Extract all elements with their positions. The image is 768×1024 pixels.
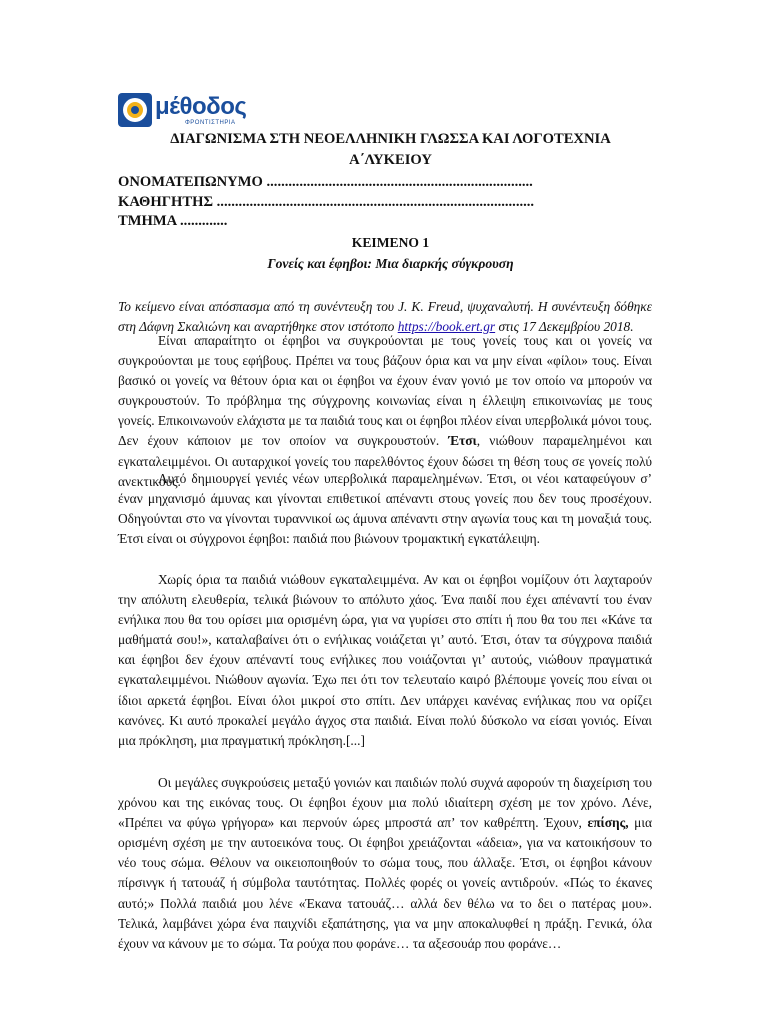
paragraph-4-bold: επίσης,	[587, 815, 629, 831]
source-link[interactable]: https://book.ert.gr	[397, 318, 496, 334]
teacher-field: ΚΑΘΗΓΗΤΗΣ .......................................................................................	[118, 194, 535, 210]
intro-text-after: στις 17 Δεκεμβρίου 2018.	[495, 318, 634, 334]
paragraph-4	[118, 773, 652, 954]
paragraph-4-part-a: Οι μεγάλες συγκρούσεις μεταξύ γονιών και παιδιών πολύ συχνά αφορούν τη διαχείριση του χρόνου και της εικόνας τους. Οι έφηβοι έχουν μια πολύ ιδιαίτερη σχέση με τον χρόνο. Λένε, «Πρέπει να φύγω γρήγορα» και περνούν ώρες μπροστά απ’ τον καθρέπτη. Έχουν,	[118, 775, 652, 831]
text-heading: ΚΕΙΜΕΝΟ 1	[351, 235, 430, 250]
paragraph-1-part-a: Είναι απαραίτητο οι έφηβοι να συγκρούονται με τους γονείς τους και οι γονείς να συγκρούονται με τους εφήβους. Πρέπει να τους βάζουν όρια και να μην είναι «φίλοι» τους. Είναι βασικό οι γονείς να θέτουν όρια και οι έφηβοι να έχουν έναν γονιό με τον οποίο να μπορούν να συγκρουστούν. Το πρόβλημα της σύγχρονης κοινωνίας είναι η έλλειψη επικοινωνίας με τους γονείς. Επικοινωνούν ελάχιστα με τα παιδιά τους και οι έφηβοι πλέον είναι υπερβολικά μόνοι τους. Δεν έχουν κάποιον με τον οποίον να συγκρουστούν.	[118, 333, 652, 449]
text-subtitle: Γονείς και έφηβοι: Μια διαρκής σύγκρουση	[267, 256, 514, 271]
student-name-field: ΟΝΟΜΑΤΕΠΩΝΥΜΟ .........................................................................	[118, 174, 533, 190]
logo-mark-icon	[118, 93, 152, 127]
methodos-logo	[118, 92, 246, 128]
paragraph-1	[118, 331, 652, 492]
logo-name: μέθοδος	[155, 92, 247, 120]
paragraph-4-part-b: μια ορισμένη σχέση με την αυτοεικόνα τους. Οι έφηβοι χρειάζονται «άδεια», για να κατοικήσουν το νέο τους σώμα. Θέλουν να οικειοποιηθούν το σώμα τους, που άλλαξε. Έτσι, οι έφηβοι κάνουν πίρσινγκ ή τατουάζ ή σύμβολα ταυτότητας. Πολλές φορές οι γονείς αντιδρούν. «Πώς το έκανες αυτό;» Πολλά παιδιά μου λένε «Έκανα τατουάζ… αλλά δεν θέλω να το δει ο πατέρας μου». Τελικά, λαμβάνει χώρα ένα παιχνίδι εξαπάτησης, για να μην αποκαλυφθεί η πράξη. Γενικά, όλα έχουν να κάνουν με το σώμα. Τα ρούχα που φοράνε… τα αξεσουάρ που φοράνε…	[118, 815, 652, 951]
exam-grade: Α΄ΛΥΚΕΙΟΥ	[349, 152, 432, 168]
exam-title: ΔΙΑΓΩΝΙΣΜΑ ΣΤΗ ΝΕΟΕΛΛΗΝΙΚΗ ΓΛΩΣΣΑ ΚΑΙ ΛΟΓΟΤΕΧΝΙΑ	[170, 131, 611, 147]
logo-subtitle: ΦΡΟΝΤΙΣΤΗΡΙΑ	[185, 119, 236, 126]
paragraph-2: Αυτό δημιουργεί γενιές νέων υπερβολικά παραμελημένων. Έτσι, οι νέοι καταφεύγουν σ’ έναν μηχανισμό άμυνας και γίνονται επιθετικοί απέναντι στους γονείς που δεν τους προσέχουν. Οδηγούνται στο να γίνονται τυραννικοί ως άμυνα απέναντι στην αγωνία τους και τη μοναξιά τους. Έτσι είναι οι σύγχρονοι έφηβοι: παιδιά που βιώνουν τρομακτική εγκατάλειψη.	[118, 471, 652, 547]
paragraph-1-bold: Έτσι	[448, 433, 477, 449]
paragraph-1-part-b: , νιώθουν παραμελημένοι και εγκαταλειμμένοι. Οι αυταρχικοί γονείς του παρελθόντος έχουν δώσει τη θέση τους σε γονείς πολύ ανεκτικούς.	[118, 433, 653, 489]
class-field: ΤΜΗΜΑ .............	[118, 213, 228, 229]
intro-text-before: Το κείμενο είναι απόσπασμα από τη συνέντευξη του J. K. Freud, ψυχαναλυτή. Η συνέντευξη δόθηκε στη Δάφνη Σκαλιώνη και αναρτήθηκε στον ιστότοπο	[118, 299, 652, 334]
paragraph-3: Χωρίς όρια τα παιδιά νιώθουν εγκαταλειμμένα. Αν και οι έφηβοι νομίζουν ότι λαχταρούν την απόλυτη ελευθερία, τελικά βιώνουν το απόλυτο χάος. Ένα παιδί που έχει απέναντί του έναν ενήλικα που θα του ορίσει μια ορισμένη ώρα, για να γυρίσει στο σπίτι ή που θα του πει «Κάνε τα μαθήματά σου!», καταλαβαίνει ότι ο ενήλικας νοιάζεται γι’ αυτό. Έτσι, όταν τα σύγχρονα παιδιά και έφηβοι δεν έχουν απέναντί τους ενήλικες που νοιάζονται γι’ αυτούς, νιώθουν πραγματικά εγκαταλειμμένοι. Νιώθουν αγωνία. Έχω πει ότι τον τελευταίο καιρό βλέπουμε γονείς που είναι οι ίδιοι αρκετά έφηβοι. Είναι όλοι μικροί στο σπίτι. Δεν υπάρχει κανένας ενήλικας που να ορίζει κανόνες. Κι αυτό προκαλεί μεγάλο άγχος στα παιδιά. Είναι πολύ δύσκολο να είσαι γονιός. Είναι μια πρόκληση, μια πραγματική πρόκληση.[...]	[118, 572, 652, 748]
